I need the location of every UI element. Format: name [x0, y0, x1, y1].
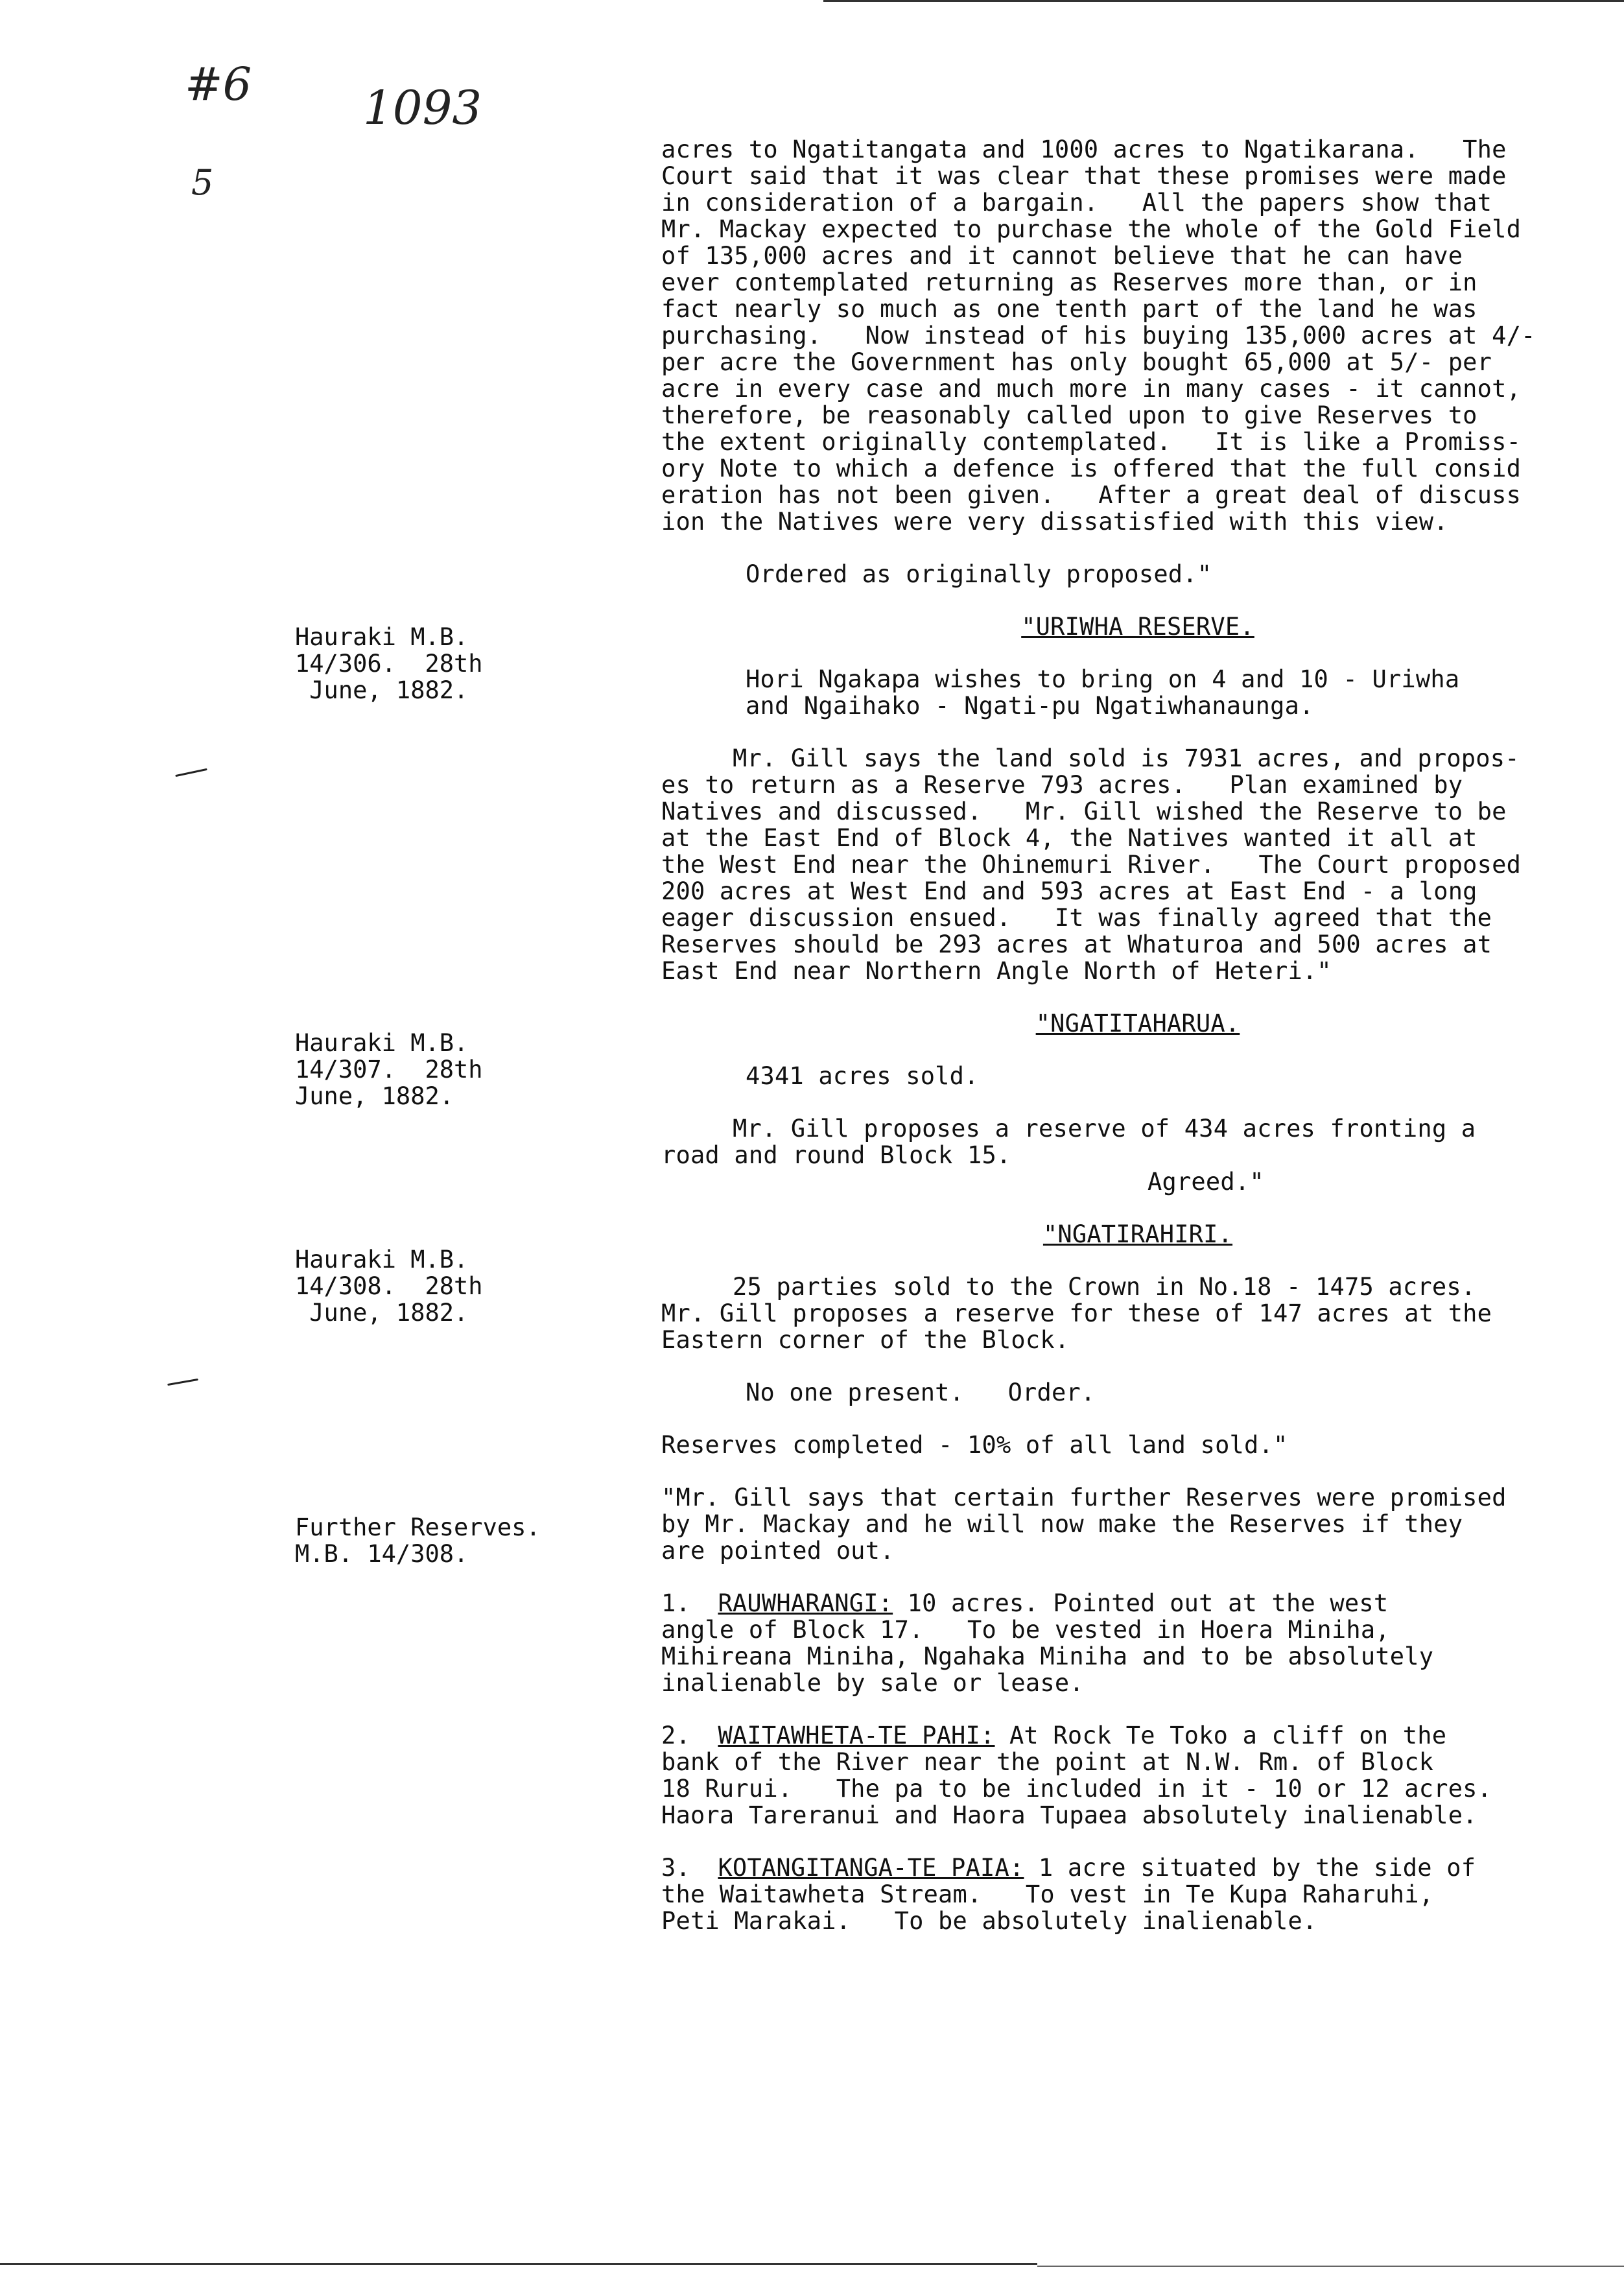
- bottom-rule: [0, 2263, 1037, 2265]
- margin-tick: [167, 1379, 198, 1386]
- item-text: bank of the River near the point at N.W. Rm. of Block 18 Rurui. The pa to be included in it - 10 or 12 acres. Haora Tareranui and Haora Tupaea absolutely inalienable.: [661, 1748, 1492, 1829]
- main-text: [661, 136, 1614, 1934]
- margin-note-2: Hauraki M.B. 14/307. 28th June, 1882.: [295, 1029, 483, 1110]
- paragraph: Mr. Gill proposes a reserve of 434 acres fronting a road and round Block 15.: [661, 1115, 1476, 1169]
- paragraph: 25 parties sold to the Crown in No.18 - 1475 acres. Mr. Gill proposes a reserve for these of 147 acres at the Eastern corner of the Block.: [661, 1273, 1492, 1354]
- bottom-rule: [1037, 2266, 1624, 2267]
- margin-tick: [175, 768, 207, 777]
- paragraph: acres to Ngatitangata and 1000 acres to Ngatikarana. The Court said that it was clear that these promises were made in consideration of a bargain. All the papers show that Mr. Mackay expected to purchase the whole of the Gold Field of 135,000 acres and it cannot believe that he can have ever contemplated returning as Reserves more than, or in fact nearly so much as one tenth part of the land he was purchasing. Now instead of his buying 135,000 acres at 4/- per acre the Government has only bought 65,000 at 5/- per acre in every case and much more in many cases - it cannot, therefore, be reasonably called upon to give Reserves to the extent originally contemplated. It is like a Promiss- ory Note to which a defence is offered that the full consid eration has not been given. After a great deal of discuss ion the Natives were very dissatisfied with this view.: [661, 136, 1536, 536]
- item-text: angle of Block 17. To be vested in Hoera Miniha, Mihireana Miniha, Ngahaka Miniha and to be absolutely inalienable by sale or lease.: [661, 1616, 1434, 1697]
- section-heading: "NGATITAHARUA.: [1035, 1010, 1240, 1037]
- handwritten-mark-a: #6: [185, 58, 252, 111]
- item-text: the Waitawheta Stream. To vest in Te Kupa Raharuhi, Peti Marakai. To be absolutely inalienable.: [661, 1880, 1434, 1935]
- item-number: 2.: [661, 1722, 690, 1749]
- handwritten-mark-b: 1093: [363, 80, 482, 135]
- item-title: KOTANGITANGA-TE PAIA:: [718, 1854, 1024, 1882]
- paragraph: Hori Ngakapa wishes to bring on 4 and 10 - Uriwha and Ngaihako - Ngati-pu Ngatiwhanaunga.: [746, 665, 1460, 720]
- item-title: RAUWHARANGI:: [718, 1589, 893, 1617]
- paragraph: Mr. Gill says the land sold is 7931 acres, and propos- es to return as a Reserve 793 acres. Plan examined by Natives and discussed. Mr. Gill wished the Reserve to be at the East End of Block 4, the Natives wanted it all at the West End near the Ohinemuri River. The Court proposed 200 acres at West End and 593 acres at East End - a long eager discussion ensued. It was finally agreed that the Reserves should be 293 acres at Whaturoa and 500 acres at East End near Northern Angle North of Heteri.": [661, 744, 1522, 985]
- item-text: 1 acre situated by the side of: [1024, 1854, 1476, 1882]
- item-number: 3.: [661, 1854, 690, 1882]
- item-text: 10 acres. Pointed out at the west: [893, 1589, 1389, 1617]
- section-heading: "NGATIRAHIRI.: [1042, 1220, 1233, 1248]
- list-item: [661, 1722, 1614, 1829]
- item-title: WAITAWHETA-TE PAHI:: [718, 1722, 995, 1749]
- paragraph: Ordered as originally proposed.": [746, 560, 1212, 588]
- top-rule: [823, 0, 1624, 2]
- margin-note-3: Hauraki M.B. 14/308. 28th June, 1882.: [295, 1246, 483, 1327]
- paragraph: "Mr. Gill says that certain further Reserves were promised by Mr. Mackay and he will now make the Reserves if they are pointed out.: [661, 1484, 1507, 1565]
- paragraph: No one present. Order.: [746, 1379, 1096, 1406]
- margin-note-1: Hauraki M.B. 14/306. 28th June, 1882.: [295, 623, 483, 704]
- list-item: [661, 1854, 1614, 1934]
- paragraph: Agreed.": [1147, 1168, 1264, 1196]
- margin-note-4: Further Reserves. M.B. 14/308.: [295, 1513, 541, 1568]
- item-number: 1.: [661, 1589, 690, 1617]
- handwritten-mark-c: 5: [191, 162, 214, 203]
- item-text: At Rock Te Toko a cliff on the: [994, 1722, 1447, 1749]
- paragraph: Reserves completed - 10% of all land sold.": [661, 1431, 1288, 1459]
- section-heading: "URIWHA RESERVE.: [1021, 613, 1254, 641]
- list-item: [661, 1590, 1614, 1696]
- paragraph: 4341 acres sold.: [746, 1062, 979, 1090]
